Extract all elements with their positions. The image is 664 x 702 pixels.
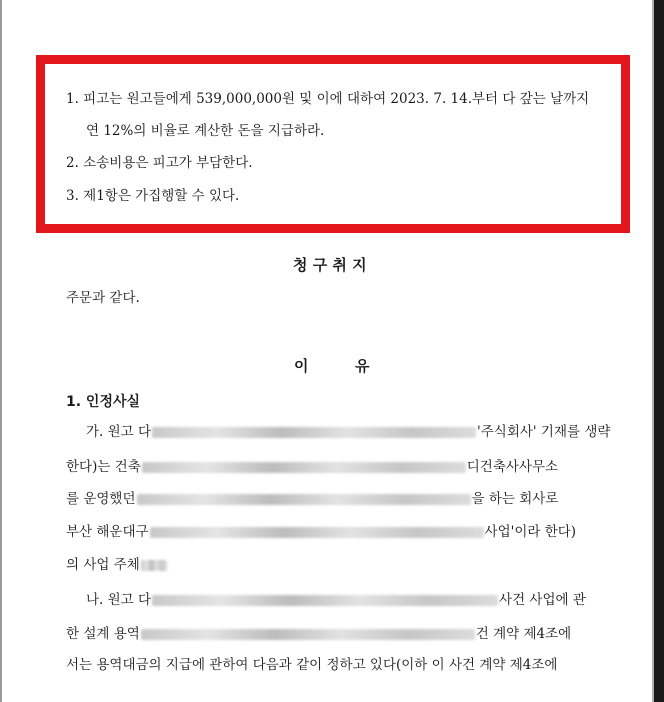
para-na-line-1-end: 사건 사업에 관 (499, 592, 586, 608)
redacted-text (141, 629, 475, 640)
reasons-heading-left: 이 (294, 357, 309, 375)
para-ga-line-2-end: 디건축사사무소 (466, 459, 559, 475)
para-ga-line-4-end: 사업'이라 한다) (484, 524, 577, 540)
para-ga-line-5 (66, 556, 168, 574)
claim-text: 주문과 같다. (66, 290, 140, 306)
para-na-line-2-end: 건 계약 제4조에 (475, 626, 572, 642)
viewer-scroll-gutter[interactable] (654, 0, 664, 702)
para-na-line-2 (66, 625, 571, 643)
section-title-facts: 1. 인정사실 (66, 394, 141, 410)
para-ga-line-4-start: 부산 해운대구 (66, 524, 149, 540)
order-item-3: 3. 제1항은 가집행할 수 있다. (66, 188, 240, 204)
para-ga-line-3-start: 를 운영했던 (66, 491, 136, 507)
order-item-1-continued: 연 12%의 비율로 계산한 돈을 지급하라. (86, 123, 325, 139)
redacted-text (152, 595, 498, 606)
para-ga-line-2-start: 한다)는 건축 (66, 459, 141, 475)
claim-heading: 청 구 취 지 (293, 256, 367, 274)
para-ga-line-4 (66, 523, 576, 541)
order-item-2: 2. 소송비용은 피고가 부담한다. (66, 155, 253, 171)
redacted-text (152, 427, 476, 438)
order-item-1: 1. 피고는 원고들에게 539,000,000원 및 이에 대하여 2023. 7. 14.부터 다 갚는 날까지 (66, 91, 590, 107)
para-na-line-3: 서는 용역대금의 지급에 관하여 다음과 같이 정하고 있다(이하 이 사건 계약 제4조에 (66, 657, 558, 673)
redacted-text (137, 494, 471, 505)
reasons-heading-right: 유 (355, 357, 370, 375)
para-ga-line-1 (86, 423, 610, 441)
para-na-line-1-start: 나. 원고 다 (86, 592, 152, 608)
page-left-edge (0, 0, 2, 702)
para-ga-line-3-end: 을 하는 회사로 (471, 491, 559, 507)
para-na-line-1 (86, 591, 586, 609)
highlight-box (36, 55, 630, 233)
para-ga-line-3 (66, 490, 558, 508)
para-ga-line-5-start: 의 사업 주체 (66, 557, 140, 573)
redacted-text (141, 560, 167, 571)
para-ga-line-2 (66, 458, 558, 476)
redacted-text (142, 462, 466, 473)
redacted-text (150, 527, 484, 538)
para-na-line-2-start: 한 설계 용역 (66, 626, 140, 642)
para-ga-line-1-start: 가. 원고 다 (86, 424, 152, 440)
para-ga-line-1-end: '주식회사' 기재를 생략 (477, 424, 611, 440)
